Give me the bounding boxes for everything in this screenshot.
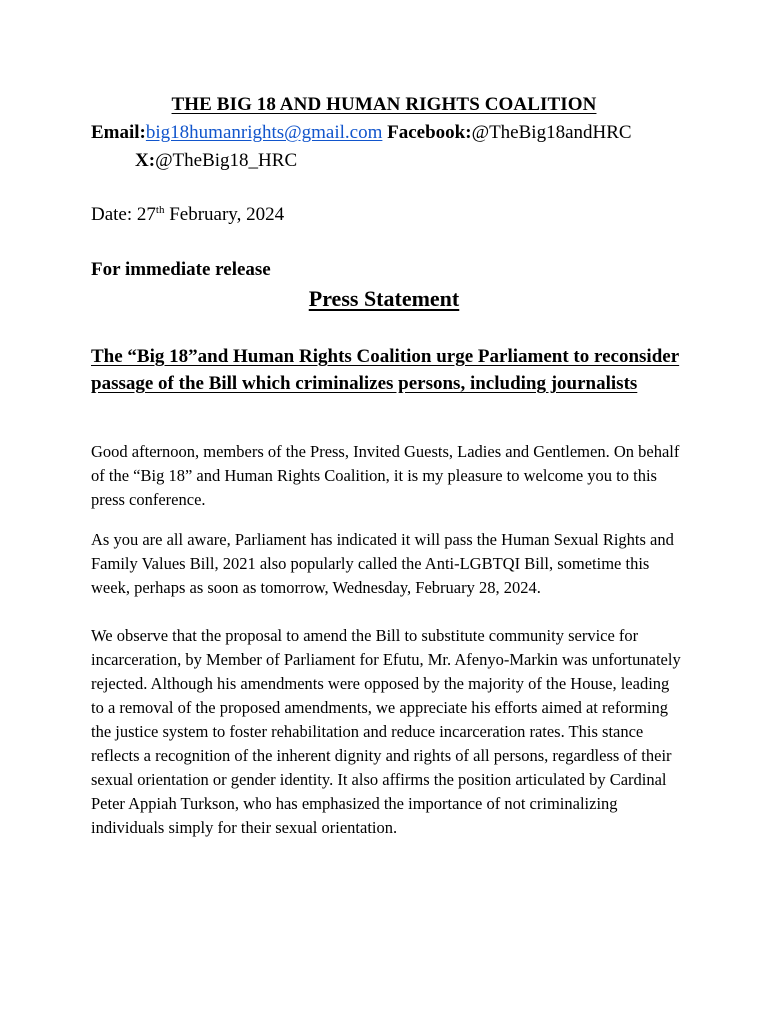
- organization-title: THE BIG 18 AND HUMAN RIGHTS COALITION: [171, 94, 597, 115]
- contact-line-email-facebook: [91, 122, 632, 144]
- release-note: For immediate release: [91, 259, 271, 280]
- paragraph-bill-passage: As you are all aware, Parliament has indicated it will pass the Human Sexual Rights and Family Values Bill, 2021 also popularly called the Anti-LGBTQI Bill, sometime this week, perhaps as soon as tomorrow, Wednesday, February 28, 2024.: [91, 530, 674, 597]
- x-handle: @TheBig18_HRC: [155, 150, 298, 171]
- paragraph-welcome: Good afternoon, members of the Press, Invited Guests, Ladies and Gentlemen. On behalf of the “Big 18” and Human Rights Coalition, it is my pleasure to welcome you to this press conference.: [91, 442, 680, 509]
- statement-headline: The “Big 18”and Human Rights Coalition urge Parliament to reconsider passage of the Bill which criminalizes persons, including journalists: [91, 346, 680, 394]
- contact-line-x: [135, 150, 297, 172]
- facebook-label: Facebook:: [387, 122, 472, 143]
- x-label: X:: [135, 150, 156, 171]
- paragraph-amendment: We observe that the proposal to amend the Bill to substitute community service for incarceration, by Member of Parliament for Efutu, Mr. Afenyo-Markin was unfortunately rejected. Although his amendments were opposed by the majority of the House, leading to a removal of the proposed amendments, we appreciate his efforts aimed at reforming the justice system to foster rehabilitation and reduce incarceration rates. This stance reflects a recognition of the inherent dignity and rights of all persons, regardless of their sexual orientation or gender identity. It also affirms the position articulated by Cardinal Peter Appiah Turkson, who has emphasized the importance of not criminalizing individuals simply for their sexual orientation.: [91, 626, 681, 837]
- date-rest: February, 2024: [164, 204, 285, 225]
- email-label: Email:: [91, 122, 146, 143]
- press-statement-heading: Press Statement: [308, 286, 460, 311]
- date-prefix: Date: 27: [91, 204, 156, 225]
- facebook-handle: @TheBig18andHRC: [471, 122, 632, 143]
- date-line: [91, 204, 284, 226]
- date-ordinal-suffix: th: [155, 204, 165, 216]
- email-link[interactable]: big18humanrights@gmail.com: [145, 122, 383, 143]
